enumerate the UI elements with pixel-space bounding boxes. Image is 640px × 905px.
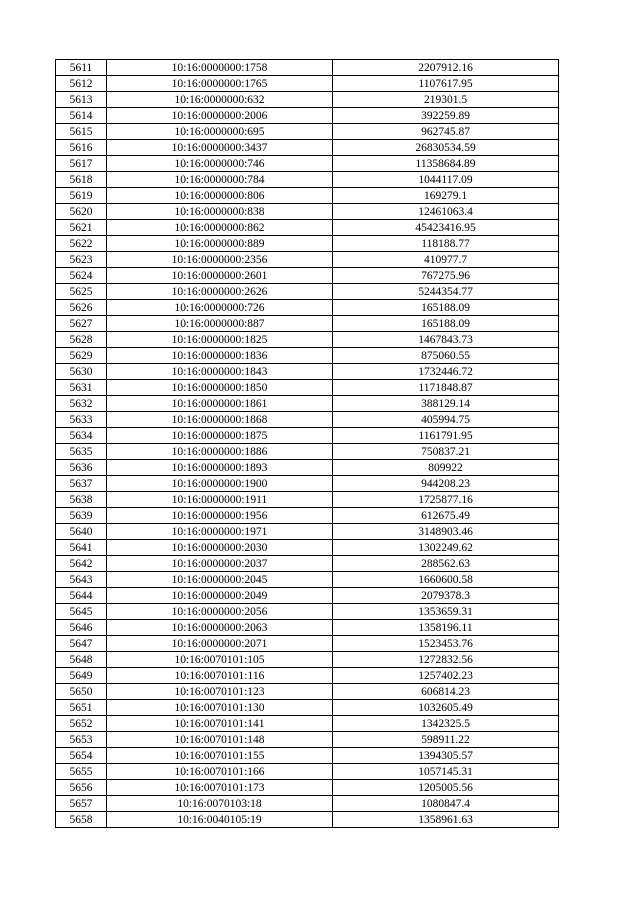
amount-cell: 606814.23 — [333, 684, 559, 700]
table-row — [56, 140, 559, 156]
table-row — [56, 76, 559, 92]
amount-cell: 1107617.95 — [333, 76, 559, 92]
amount-cell: 598911.22 — [333, 732, 559, 748]
table-row — [56, 268, 559, 284]
cadastral-number-cell: 10:16:0070101:155 — [107, 748, 333, 764]
amount-cell: 165188.09 — [333, 316, 559, 332]
table-row — [56, 796, 559, 812]
amount-cell: 1342325.5 — [333, 716, 559, 732]
amount-cell: 11358684.89 — [333, 156, 559, 172]
amount-cell: 3148903.46 — [333, 524, 559, 540]
row-number-cell: 5636 — [56, 460, 107, 476]
cadastral-number-cell: 10:16:0070101:130 — [107, 700, 333, 716]
cadastral-number-cell: 10:16:0000000:838 — [107, 204, 333, 220]
amount-cell: 1272832.56 — [333, 652, 559, 668]
row-number-cell: 5620 — [56, 204, 107, 220]
amount-cell: 1660600.58 — [333, 572, 559, 588]
cadastral-number-cell: 10:16:0000000:726 — [107, 300, 333, 316]
table-row — [56, 108, 559, 124]
cadastral-number-cell: 10:16:0000000:746 — [107, 156, 333, 172]
row-number-cell: 5625 — [56, 284, 107, 300]
amount-cell: 1358961.63 — [333, 812, 559, 828]
amount-cell: 1080847.4 — [333, 796, 559, 812]
table-row — [56, 92, 559, 108]
table-row — [56, 508, 559, 524]
row-number-cell: 5623 — [56, 252, 107, 268]
cadastral-number-cell: 10:16:0000000:2063 — [107, 620, 333, 636]
amount-cell: 875060.55 — [333, 348, 559, 364]
amount-cell: 2079378.3 — [333, 588, 559, 604]
row-number-cell: 5650 — [56, 684, 107, 700]
amount-cell: 12461063.4 — [333, 204, 559, 220]
table-row — [56, 156, 559, 172]
cadastral-number-cell: 10:16:0000000:1836 — [107, 348, 333, 364]
data-table-body — [56, 60, 559, 828]
table-row — [56, 412, 559, 428]
row-number-cell: 5624 — [56, 268, 107, 284]
cadastral-number-cell: 10:16:0000000:2006 — [107, 108, 333, 124]
cadastral-number-cell: 10:16:0000000:1886 — [107, 444, 333, 460]
row-number-cell: 5629 — [56, 348, 107, 364]
amount-cell: 45423416.95 — [333, 220, 559, 236]
amount-cell: 1358196.11 — [333, 620, 559, 636]
table-row — [56, 732, 559, 748]
table-row — [56, 300, 559, 316]
table-row — [56, 188, 559, 204]
table-row — [56, 812, 559, 828]
amount-cell: 612675.49 — [333, 508, 559, 524]
amount-cell: 1057145.31 — [333, 764, 559, 780]
row-number-cell: 5647 — [56, 636, 107, 652]
amount-cell: 1394305.57 — [333, 748, 559, 764]
cadastral-number-cell: 10:16:0000000:1893 — [107, 460, 333, 476]
amount-cell: 1205005.56 — [333, 780, 559, 796]
amount-cell: 169279.1 — [333, 188, 559, 204]
row-number-cell: 5649 — [56, 668, 107, 684]
amount-cell: 1302249.62 — [333, 540, 559, 556]
amount-cell: 219301.5 — [333, 92, 559, 108]
amount-cell: 1353659.31 — [333, 604, 559, 620]
cadastral-number-cell: 10:16:0040105:19 — [107, 812, 333, 828]
table-row — [56, 540, 559, 556]
cadastral-number-cell: 10:16:0070101:123 — [107, 684, 333, 700]
row-number-cell: 5633 — [56, 412, 107, 428]
table-row — [56, 316, 559, 332]
cadastral-number-cell: 10:16:0000000:1758 — [107, 60, 333, 76]
amount-cell: 767275.96 — [333, 268, 559, 284]
row-number-cell: 5643 — [56, 572, 107, 588]
row-number-cell: 5635 — [56, 444, 107, 460]
table-row — [56, 444, 559, 460]
cadastral-number-cell: 10:16:0000000:695 — [107, 124, 333, 140]
row-number-cell: 5615 — [56, 124, 107, 140]
table-row — [56, 652, 559, 668]
cadastral-number-cell: 10:16:0000000:1843 — [107, 364, 333, 380]
row-number-cell: 5648 — [56, 652, 107, 668]
row-number-cell: 5654 — [56, 748, 107, 764]
row-number-cell: 5619 — [56, 188, 107, 204]
row-number-cell: 5630 — [56, 364, 107, 380]
row-number-cell: 5632 — [56, 396, 107, 412]
table-row — [56, 684, 559, 700]
row-number-cell: 5637 — [56, 476, 107, 492]
table-row — [56, 700, 559, 716]
amount-cell: 1032605.49 — [333, 700, 559, 716]
cadastral-number-cell: 10:16:0000000:1850 — [107, 380, 333, 396]
table-row — [56, 172, 559, 188]
cadastral-number-cell: 10:16:0000000:1900 — [107, 476, 333, 492]
cadastral-number-cell: 10:16:0000000:3437 — [107, 140, 333, 156]
row-number-cell: 5614 — [56, 108, 107, 124]
data-table — [55, 59, 559, 828]
amount-cell: 405994.75 — [333, 412, 559, 428]
cadastral-number-cell: 10:16:0000000:1825 — [107, 332, 333, 348]
row-number-cell: 5612 — [56, 76, 107, 92]
table-row — [56, 572, 559, 588]
cadastral-number-cell: 10:16:0000000:1956 — [107, 508, 333, 524]
amount-cell: 26830534.59 — [333, 140, 559, 156]
cadastral-number-cell: 10:16:0070103:18 — [107, 796, 333, 812]
row-number-cell: 5658 — [56, 812, 107, 828]
cadastral-number-cell: 10:16:0000000:1861 — [107, 396, 333, 412]
cadastral-number-cell: 10:16:0070101:116 — [107, 668, 333, 684]
table-row — [56, 588, 559, 604]
table-row — [56, 428, 559, 444]
cadastral-number-cell: 10:16:0000000:1765 — [107, 76, 333, 92]
table-row — [56, 124, 559, 140]
amount-cell: 2207912.16 — [333, 60, 559, 76]
amount-cell: 1732446.72 — [333, 364, 559, 380]
cadastral-number-cell: 10:16:0000000:2071 — [107, 636, 333, 652]
amount-cell: 962745.87 — [333, 124, 559, 140]
cadastral-number-cell: 10:16:0000000:784 — [107, 172, 333, 188]
cadastral-number-cell: 10:16:0000000:2056 — [107, 604, 333, 620]
amount-cell: 809922 — [333, 460, 559, 476]
amount-cell: 1044117.09 — [333, 172, 559, 188]
row-number-cell: 5618 — [56, 172, 107, 188]
amount-cell: 1523453.76 — [333, 636, 559, 652]
row-number-cell: 5644 — [56, 588, 107, 604]
table-row — [56, 556, 559, 572]
amount-cell: 165188.09 — [333, 300, 559, 316]
cadastral-number-cell: 10:16:0000000:2030 — [107, 540, 333, 556]
amount-cell: 1467843.73 — [333, 332, 559, 348]
row-number-cell: 5653 — [56, 732, 107, 748]
table-row — [56, 524, 559, 540]
table-row — [56, 204, 559, 220]
cadastral-number-cell: 10:16:0000000:862 — [107, 220, 333, 236]
row-number-cell: 5631 — [56, 380, 107, 396]
table-row — [56, 396, 559, 412]
cadastral-number-cell: 10:16:0000000:887 — [107, 316, 333, 332]
table-row — [56, 460, 559, 476]
cadastral-number-cell: 10:16:0000000:2037 — [107, 556, 333, 572]
table-row — [56, 764, 559, 780]
table-row — [56, 332, 559, 348]
cadastral-number-cell: 10:16:0000000:2601 — [107, 268, 333, 284]
cadastral-number-cell: 10:16:0000000:1875 — [107, 428, 333, 444]
table-row — [56, 60, 559, 76]
table-row — [56, 748, 559, 764]
amount-cell: 750837.21 — [333, 444, 559, 460]
row-number-cell: 5634 — [56, 428, 107, 444]
row-number-cell: 5651 — [56, 700, 107, 716]
cadastral-number-cell: 10:16:0070101:148 — [107, 732, 333, 748]
table-row — [56, 380, 559, 396]
cadastral-number-cell: 10:16:0000000:2049 — [107, 588, 333, 604]
table-row — [56, 252, 559, 268]
cadastral-number-cell: 10:16:0070101:141 — [107, 716, 333, 732]
amount-cell: 944208.23 — [333, 476, 559, 492]
amount-cell: 1171848.87 — [333, 380, 559, 396]
row-number-cell: 5628 — [56, 332, 107, 348]
row-number-cell: 5621 — [56, 220, 107, 236]
row-number-cell: 5639 — [56, 508, 107, 524]
row-number-cell: 5611 — [56, 60, 107, 76]
row-number-cell: 5616 — [56, 140, 107, 156]
cadastral-number-cell: 10:16:0000000:1868 — [107, 412, 333, 428]
row-number-cell: 5652 — [56, 716, 107, 732]
row-number-cell: 5642 — [56, 556, 107, 572]
amount-cell: 1161791.95 — [333, 428, 559, 444]
amount-cell: 1257402.23 — [333, 668, 559, 684]
row-number-cell: 5640 — [56, 524, 107, 540]
amount-cell: 392259.89 — [333, 108, 559, 124]
table-row — [56, 780, 559, 796]
amount-cell: 118188.77 — [333, 236, 559, 252]
table-row — [56, 492, 559, 508]
row-number-cell: 5626 — [56, 300, 107, 316]
row-number-cell: 5646 — [56, 620, 107, 636]
row-number-cell: 5641 — [56, 540, 107, 556]
table-row — [56, 620, 559, 636]
table-row — [56, 668, 559, 684]
cadastral-number-cell: 10:16:0000000:1971 — [107, 524, 333, 540]
table-row — [56, 636, 559, 652]
amount-cell: 288562.63 — [333, 556, 559, 572]
table-row — [56, 604, 559, 620]
row-number-cell: 5645 — [56, 604, 107, 620]
table-row — [56, 716, 559, 732]
table-row — [56, 348, 559, 364]
cadastral-number-cell: 10:16:0070101:173 — [107, 780, 333, 796]
table-row — [56, 476, 559, 492]
cadastral-number-cell: 10:16:0000000:2045 — [107, 572, 333, 588]
cadastral-number-cell: 10:16:0000000:1911 — [107, 492, 333, 508]
row-number-cell: 5657 — [56, 796, 107, 812]
cadastral-number-cell: 10:16:0000000:2626 — [107, 284, 333, 300]
table-row — [56, 220, 559, 236]
table-row — [56, 284, 559, 300]
amount-cell: 5244354.77 — [333, 284, 559, 300]
amount-cell: 388129.14 — [333, 396, 559, 412]
row-number-cell: 5613 — [56, 92, 107, 108]
row-number-cell: 5627 — [56, 316, 107, 332]
cadastral-number-cell: 10:16:0070101:105 — [107, 652, 333, 668]
row-number-cell: 5656 — [56, 780, 107, 796]
row-number-cell: 5638 — [56, 492, 107, 508]
cadastral-number-cell: 10:16:0070101:166 — [107, 764, 333, 780]
table-row — [56, 236, 559, 252]
table-row — [56, 364, 559, 380]
row-number-cell: 5655 — [56, 764, 107, 780]
amount-cell: 410977.7 — [333, 252, 559, 268]
row-number-cell: 5617 — [56, 156, 107, 172]
row-number-cell: 5622 — [56, 236, 107, 252]
cadastral-number-cell: 10:16:0000000:2356 — [107, 252, 333, 268]
cadastral-number-cell: 10:16:0000000:889 — [107, 236, 333, 252]
amount-cell: 1725877.16 — [333, 492, 559, 508]
cadastral-number-cell: 10:16:0000000:806 — [107, 188, 333, 204]
cadastral-number-cell: 10:16:0000000:632 — [107, 92, 333, 108]
